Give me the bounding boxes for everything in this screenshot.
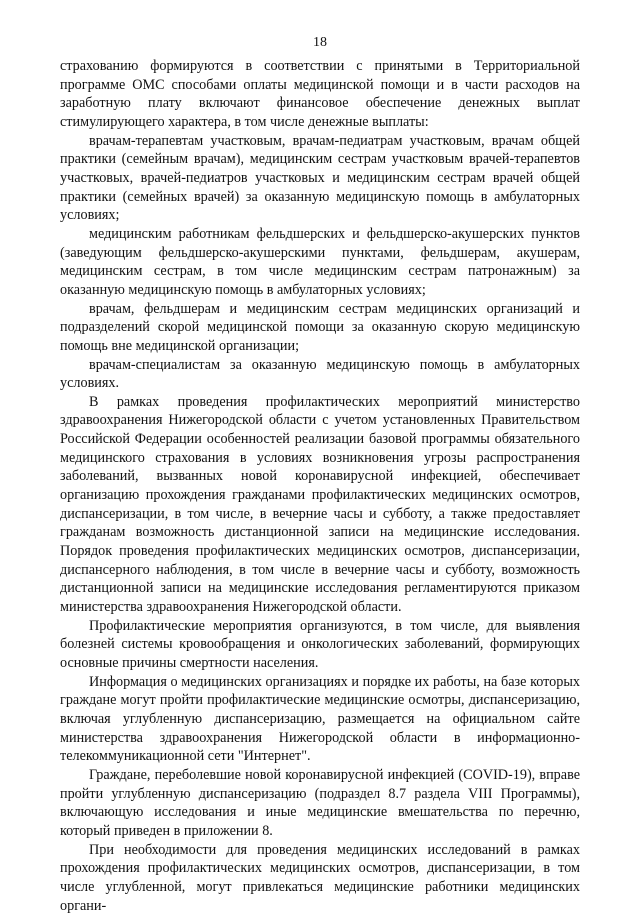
paragraph-list-item: врачам-специалистам за оказанную медицинскую помощь в амбулаторных условиях.: [60, 356, 580, 392]
paragraph-continuation: страхованию формируются в соответствии с принятыми в Территориальной программе ОМС способами оплаты медицинской помощи и в части расходов на заработную плату включают финансовое обеспечение денежных выплат стимулирующего характера, в том числе денежные выплаты:: [60, 58, 580, 130]
paragraph: При необходимости для проведения медицинских исследований в рамках прохождения профилактических медицинских осмотров, диспансеризации, в том числе углубленной, могут привлекаться медицинские работники медицинских органи-: [60, 841, 580, 914]
paragraph: Граждане, переболевшие новой коронавирусной инфекцией (COVID-19), вправе пройти углубленную диспансеризацию (подраздел 8.7 раздела VIII Программы), включающую исследования и иные медицинские вмешательства по перечню, который приведен в приложении 8.: [60, 766, 580, 839]
paragraph: В рамках проведения профилактических мероприятий министерство здравоохранения Нижегородской области с учетом установленных Правительством Российской Федерации особенностей реализации базовой программы обязательного медицинского страхования в условиях возникновения угрозы распространения заболеваний, вызванных новой коронавирусной инфекцией, обеспечивает организацию прохождения гражданами профилактических медицинских осмотров, диспансеризации, в том числе, в вечерние часы и субботу, а также предоставляет гражданам возможность дистанционной записи на медицинские исследования. Порядок проведения профилактических медицинских осмотров, диспансеризации, диспансерного наблюдения, в том числе в вечерние часы и субботу, возможность дистанционной записи на медицинские исследования регламентируются приказом министерства здравоохранения Нижегородской области.: [60, 393, 580, 616]
document-body: [60, 57, 580, 915]
paragraph: Профилактические мероприятия организуются, в том числе, для выявления болезней системы кровообращения и онкологических заболеваний, формирующих основные причины смертности населения.: [60, 617, 580, 671]
paragraph-list-item: врачам, фельдшерам и медицинским сестрам медицинских организаций и подразделений скорой медицинской помощи за оказанную скорую медицинскую помощь вне медицинской организации;: [60, 300, 580, 354]
page-number: 18: [313, 35, 327, 50]
paragraph-list-item: врачам-терапевтам участковым, врачам-педиатрам участковым, врачам общей практики (семейным врачам), медицинским сестрам участковым врачей-терапевтов участковых, врачей-педиатров участковых и медицинским сестрам врачей общей практики (семейных врачей) за оказанную медицинскую помощь в амбулаторных условиях;: [60, 132, 580, 224]
paragraph-list-item: медицинским работникам фельдшерских и фельдшерско-акушерских пунктов (заведующим фельдшерско-акушерскими пунктами, фельдшерам, акушерам, медицинским сестрам, в том числе медицинским сестрам патронажным) за оказанную медицинскую помощь в амбулаторных условиях;: [60, 225, 580, 298]
paragraph: Информация о медицинских организациях и порядке их работы, на базе которых граждане могут пройти профилактические медицинские осмотры, диспансеризацию, включая углубленную диспансеризацию, размещается на официальном сайте министерства здравоохранения Нижегородской области в информационно-телекоммуникационной сети "Интернет".: [60, 673, 580, 765]
